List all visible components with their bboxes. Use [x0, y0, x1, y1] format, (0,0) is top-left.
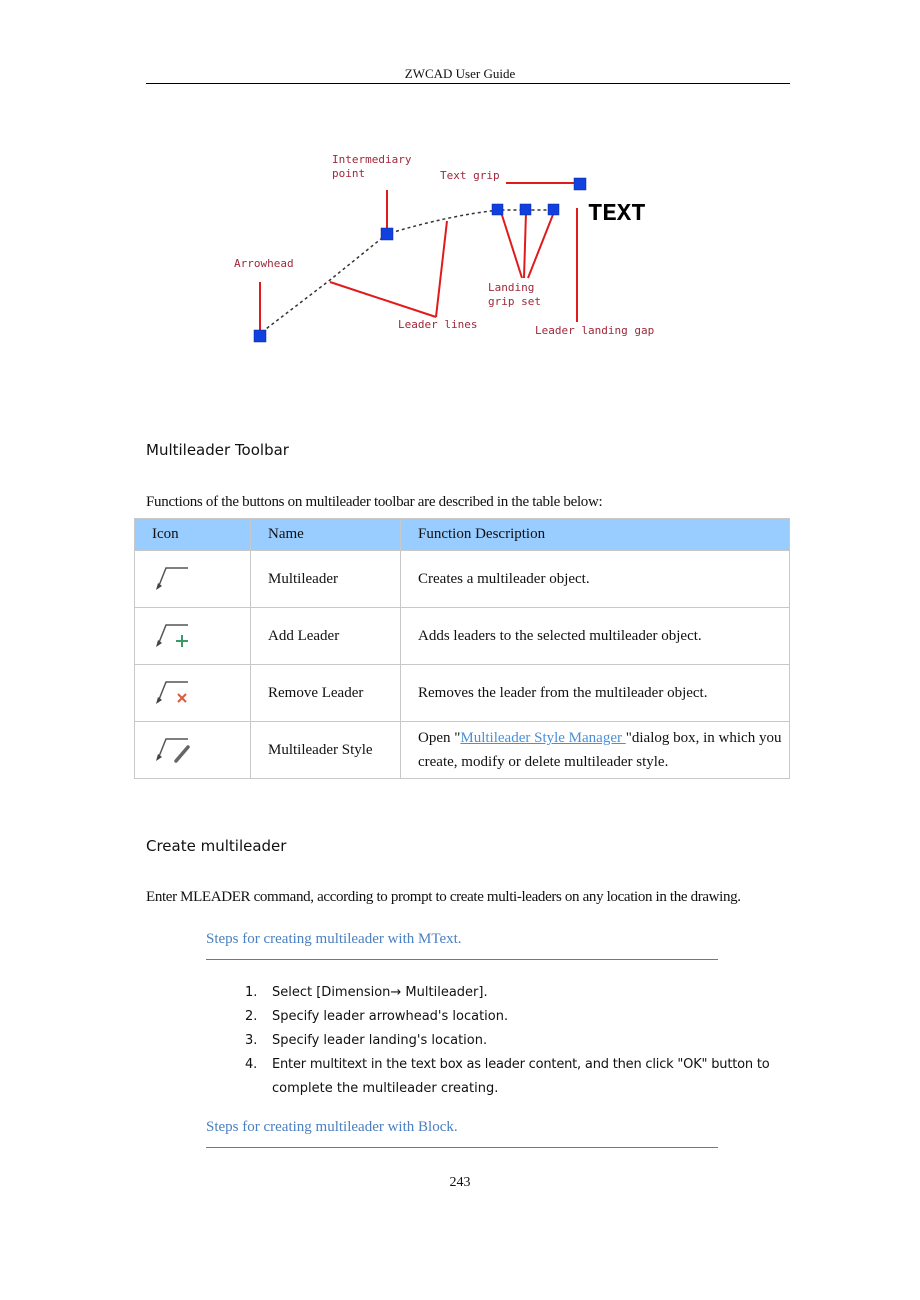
list-item: 2. Specify leader arrowhead's location. — [245, 1009, 509, 1024]
desc-text: Open " — [418, 730, 461, 746]
list-item-continuation: complete the multileader creating. — [272, 1081, 499, 1096]
multileader-style-icon — [152, 733, 192, 763]
label-grip-set: grip set — [488, 295, 541, 308]
table-row — [135, 722, 790, 779]
label-text-grip: Text grip — [440, 169, 500, 182]
label-arrowhead: Arrowhead — [234, 257, 294, 270]
subheading-underline — [206, 1147, 718, 1148]
row-name: Multileader Style — [251, 722, 401, 779]
row-name: Multileader — [251, 551, 401, 608]
row-name: Remove Leader — [251, 665, 401, 722]
list-item: 3. Specify leader landing's location. — [245, 1033, 488, 1048]
multileader-diagram — [220, 140, 680, 350]
col-header-name: Name — [251, 519, 401, 551]
page-number: 243 — [449, 1175, 471, 1190]
add-leader-icon — [152, 619, 192, 649]
toolbar-intro: Functions of the buttons on multileader toolbar are described in the table below: — [146, 494, 603, 510]
row-desc — [401, 722, 790, 779]
header-divider — [146, 83, 790, 84]
label-intermediary: Intermediary — [332, 153, 412, 166]
desc-text: "dialog box, in which you create, modify or delete multileader style. — [418, 730, 782, 770]
section-heading-create: Create multileader — [146, 837, 287, 855]
list-item: 4. Enter multitext in the text box as leader content, and then click "OK" button to — [245, 1057, 770, 1072]
table-row — [135, 665, 790, 722]
label-landing-gap: Leader landing gap — [535, 324, 655, 337]
row-desc: Removes the leader from the multileader object. — [401, 665, 790, 722]
label-point: point — [332, 167, 366, 180]
list-item: 1. Select [Dimension→ Multileader]. — [245, 985, 488, 1000]
col-header-icon: Icon — [135, 519, 251, 551]
multileader-icon — [152, 562, 192, 592]
table-row — [135, 551, 790, 608]
subheading-underline — [206, 959, 718, 960]
remove-leader-icon — [152, 676, 192, 706]
row-desc: Adds leaders to the selected multileader object. — [401, 608, 790, 665]
row-name: Add Leader — [251, 608, 401, 665]
label-text-sample: TEXT — [588, 201, 646, 228]
row-desc: Creates a multileader object. — [401, 551, 790, 608]
label-landing: Landing — [488, 281, 535, 294]
multileader-style-manager-link[interactable]: Multileader Style Manager — [460, 730, 626, 746]
label-leader-lines: Leader lines — [398, 318, 478, 331]
col-header-desc: Function Description — [401, 519, 790, 551]
table-header-row — [135, 519, 790, 551]
table-row — [135, 608, 790, 665]
running-header: ZWCAD User Guide — [404, 66, 516, 81]
subheading-mtext: Steps for creating multileader with MText. — [206, 931, 462, 947]
subheading-block: Steps for creating multileader with Block. — [206, 1119, 458, 1135]
toolbar-table — [134, 518, 790, 779]
create-intro: Enter MLEADER command, according to prompt to create multi-leaders on any location in the drawing. — [146, 889, 741, 905]
section-heading-toolbar: Multileader Toolbar — [146, 441, 289, 459]
